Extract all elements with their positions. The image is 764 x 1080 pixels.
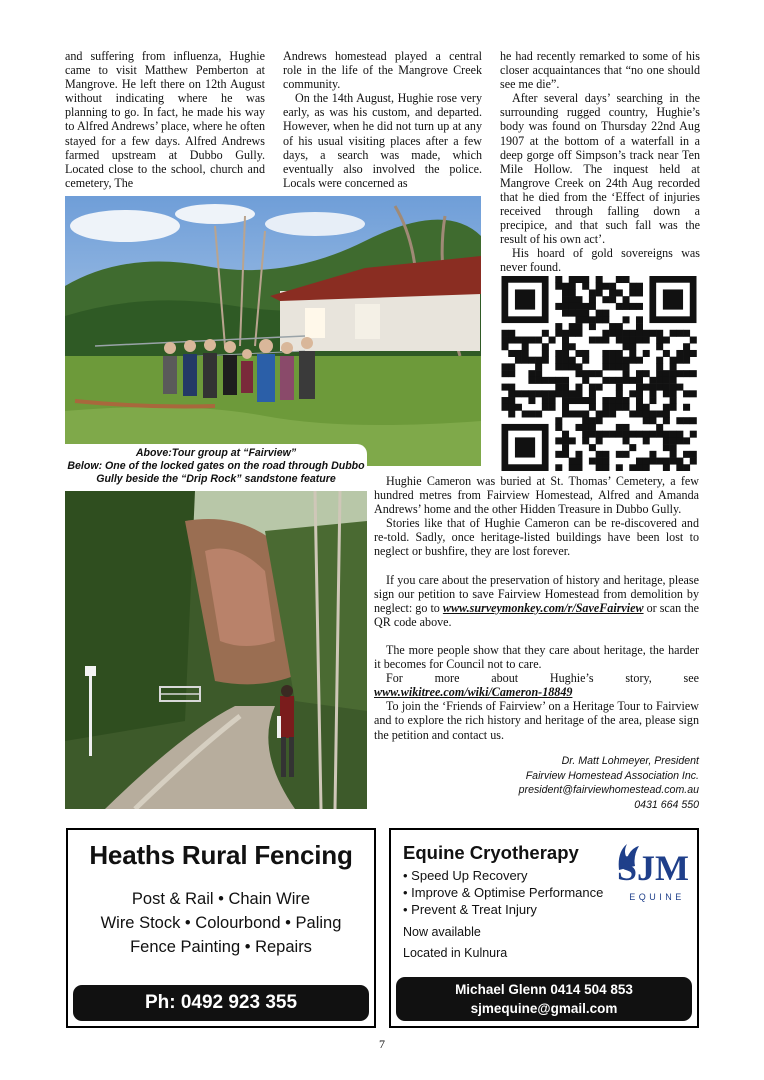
paragraph: His hoard of gold sovereigns was never found. xyxy=(500,246,700,275)
paragraph: Stories like that of Hughie Cameron can be re-discovered and re-told. Sadly, once heritage-listed buildings have been lost to neglect or bushfire, they are lost forever. xyxy=(374,516,699,559)
equine-location: Located in Kulnura xyxy=(403,946,508,960)
article-lower-block xyxy=(374,474,699,742)
paragraph: The more people show that they care about heritage, the harder it becomes for Council not to care. xyxy=(374,642,699,672)
wikitree-paragraph xyxy=(374,671,699,699)
article-column-1 xyxy=(65,49,265,190)
equine-advert xyxy=(389,828,699,1028)
paragraph: Hughie Cameron was buried at St. Thomas’ Cemetery, a few hundred metres from Fairview Homestead, Alfred and Amanda Andrews’ home and the other Hidden Treasure in Dubbo Gully. xyxy=(374,474,699,517)
signature-phone: 0431 664 550 xyxy=(634,798,699,811)
equine-benefits-list xyxy=(403,867,603,918)
caption-line-above: Above:Tour group at “Fairview” xyxy=(135,447,297,459)
equine-title: Equine Cryotherapy xyxy=(403,842,579,863)
paragraph: and suffering from influenza, Hughie came to visit Matthew Pemberton at Mangrove. He left there on 12th August without indicating where he was planning to go. In fact, he made his way to Alfred Andrews’ place, where he often stayed for a few days. Alfred Andrews farmed upstream at Dubbo Gully. Located close to the school, church and cemetery, The xyxy=(65,49,265,190)
petition-paragraph xyxy=(374,573,699,629)
logo-word: EQUINE xyxy=(629,892,685,902)
fencing-phone: Ph: 0492 923 355 xyxy=(73,985,369,1021)
caption-line-below: Below: One of the locked gates on the road through Dubbo Gully beside the “Drip Rock” sandstone feature xyxy=(67,460,365,485)
article-column-3 xyxy=(500,49,700,275)
fencing-advert xyxy=(66,828,376,1028)
wikitree-link[interactable]: www.wikitree.com/wiki/Cameron-18849 xyxy=(374,685,573,700)
text: For more about Hughie’s story, see xyxy=(386,671,699,686)
paragraph: On the 14th August, Hughie rose very early, as was his custom, and departed. However, when he did not turn up at any of his usual visiting places after a few days, a search was made, which eventually also involved the police. Locals were concerned as xyxy=(283,91,482,190)
article-column-2 xyxy=(283,49,482,190)
paragraph: he had recently remarked to some of his closer acquaintances that “no one should see me die”. xyxy=(500,49,700,92)
paragraph: To join the ‘Friends of Fairview’ on a Heritage Tour to Fairview and to explore the rich history and heritage of the area, please sign the petition and contact us. xyxy=(374,699,699,742)
signature-email[interactable]: president@fairviewhomestead.com.au xyxy=(518,784,699,796)
fencing-title: Heaths Rural Fencing xyxy=(89,840,353,870)
equine-contact xyxy=(396,977,692,1021)
sjm-equine-logo xyxy=(613,836,695,908)
qr-finder-bottom-left xyxy=(502,424,549,471)
surveymonkey-link[interactable]: www.surveymonkey.com/r/SaveFairview xyxy=(442,600,644,615)
paragraph: Andrews homestead played a central role in the life of the Mangrove Creek community. xyxy=(283,49,482,92)
equine-available: Now available xyxy=(403,925,481,939)
fencing-services-line: Wire Stock • Colourbond • Paling xyxy=(100,914,342,932)
text: or scan the QR code above. xyxy=(374,600,700,629)
equine-contact-phone: Michael Glenn 0414 504 853 xyxy=(455,982,633,997)
qr-finder-top-right xyxy=(649,276,696,323)
paragraph: After several days’ searching in the surrounding rugged country, Hughie’s body was found on Thursday 22nd Aug 1907 at the bottom of a waterfall in a deep gorge off Simpson’s track near Ten Mile Hollow. The inquest held at Mangrove Creek on 24th Aug recorded that he died from the ‘Effect of injuries received through falling down a precipice, and that such fall was the result of his own act’. xyxy=(500,91,700,247)
qr-finder-top-left xyxy=(502,276,549,323)
signature-org: Fairview Homestead Association Inc. xyxy=(525,769,699,782)
fencing-services-line: Fence Painting • Repairs xyxy=(130,938,312,956)
signature-block xyxy=(420,754,699,812)
fencing-services-line: Post & Rail • Chain Wire xyxy=(131,890,311,908)
text: If you care about the preservation of history and heritage, please sign our petition to save Fairview Homestead from demolition by neglect: go to xyxy=(374,572,699,615)
signature-name: Dr. Matt Lohmeyer, President xyxy=(561,755,699,767)
tour-group-photo xyxy=(65,196,481,466)
photo-caption xyxy=(65,444,367,490)
list-item: • Improve & Optimise Performance xyxy=(403,884,603,901)
list-item: • Prevent & Treat Injury xyxy=(403,901,603,918)
equine-contact-email: sjmequine@gmail.com xyxy=(470,1001,618,1016)
logo-letters: SJM xyxy=(617,848,689,888)
list-item: • Speed Up Recovery xyxy=(403,867,603,884)
page-number: 7 xyxy=(379,1037,385,1051)
locked-gate-photo xyxy=(65,491,367,809)
petition-qr-code[interactable] xyxy=(500,276,698,471)
